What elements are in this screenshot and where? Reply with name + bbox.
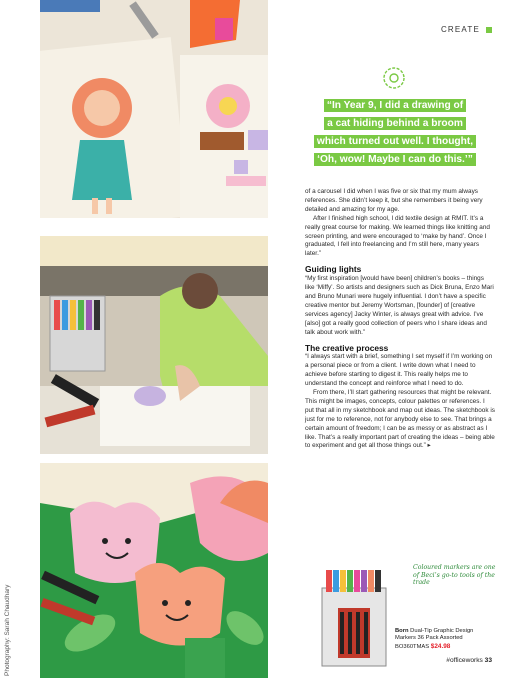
page-number: 33: [484, 657, 492, 664]
photo-illustrations: [40, 0, 268, 218]
pull-quote-line: ‘Oh, wow! Maybe I can do this.’”: [314, 153, 476, 166]
photo-credit: Photography: Sarah Chaudhary: [4, 584, 11, 676]
section-label: [441, 25, 492, 34]
artist-drawing-image: [40, 236, 268, 454]
pull-quote: [300, 97, 490, 169]
marker-pack-image: [318, 568, 390, 668]
product-brand: Born: [395, 628, 409, 634]
body-paragraph: of a carousel I did when I was five or six that my mum always references. She didn’t keep it, but she remembers it being very detailed and amazing for my age.: [305, 188, 483, 213]
body-paragraph: After I finished high school, I did textile design at RMIT. It’s a really great course for making. We learned things like knitting and screen printing, and were encouraged to ‘make by hand’. Once I graduated, I fell into freelancing and I’m still here, many years later.”: [305, 214, 490, 258]
paper-cutouts-image: [40, 463, 268, 678]
pull-quote-line: which turned out well. I thought,: [314, 135, 476, 148]
footer-brand: #officeworks: [446, 657, 483, 664]
section-label-text: CREATE: [440, 25, 480, 34]
photo-paper-cutouts: [40, 463, 268, 678]
pull-quote-line: “In Year 9, I did a drawing of: [324, 99, 466, 112]
green-square-icon: [486, 27, 492, 33]
product-code: BO360TMAS: [395, 643, 430, 650]
illustration-collage-image: [40, 0, 268, 218]
product-callout: Coloured markers are one of Beci’s go-to tools of the trade: [413, 564, 496, 587]
product-price: $24.98: [430, 642, 451, 650]
section-heading-guiding-lights: Guiding lights: [305, 264, 362, 275]
product-caption: [395, 628, 495, 651]
product-name: Dual-Tip Graphic Design Markers 36 Pack Assorted: [395, 628, 474, 642]
flower-quote-icon: [382, 66, 406, 90]
body-paragraph: From there, I’ll start gathering resources that might be relevant. This might be images, concepts, colour palettes or references. I put that all in my sketchbook and map out ideas. The sketchbook is just for me to reference, not for anybody else to see. That brings a certain amount of freedom; I can be as messy or as abstract as I like. That’s a really important part of creating the ideas – being able to experiment and get all those things out.” ▸: [305, 389, 495, 450]
body-paragraph: “My first inspiration [would have been] children’s books – things like ‘Miffy’. So artists and designers such as Dick Bruna, Enzo Mari and Bruno Munari were hugely influential. I don’t have a specific creative mentor but Jeremy Wortsman, [founder] of [creative services agency] Jacky Winter, is always great with advice. I’ve [also] got a really good collection of peers who I share ideas and talk about work with.”: [305, 275, 494, 336]
photo-artist-drawing: [40, 236, 268, 454]
pull-quote-line: a cat hiding behind a broom: [324, 117, 466, 130]
article-body: [305, 188, 495, 451]
page-footer: [446, 657, 492, 664]
section-heading-creative-process: The creative process: [305, 342, 389, 353]
body-paragraph: “I always start with a brief, something I set myself if I’m working on a personal piece or from a client. I write down what I need to achieve before starting to digest it. This really helps me to understand the concept and reinforce what I need to do.: [305, 353, 493, 388]
